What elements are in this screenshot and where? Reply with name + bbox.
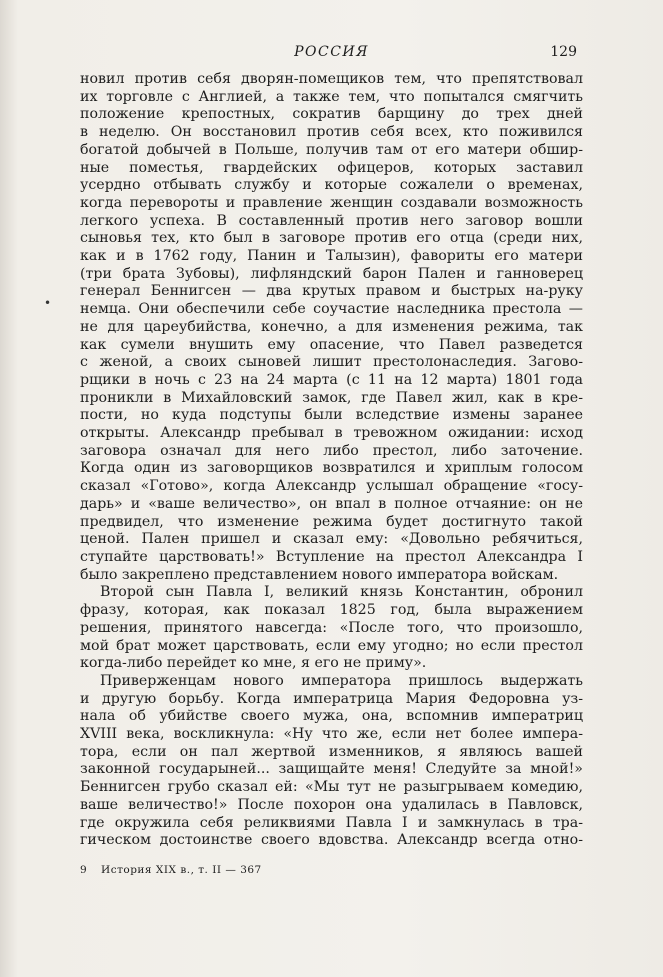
text-line: мой брат может царствовать, если ему угодно; но если престол [80, 637, 583, 654]
text-line: Второй сын Павла I, великий князь Константин, обронил [100, 584, 583, 601]
text-line: решения, принятого навсегда: «После того, что произошло, [80, 619, 583, 636]
page-footer [80, 864, 262, 876]
text-line: Приверженцам нового императора пришлось выдержать [100, 672, 583, 689]
text-line: ценой. Пален пришел и сказал ему: «Довольно ребячиться, [80, 531, 583, 548]
text-line: предвидел, что изменение режима будет достигнуто такой [80, 513, 583, 530]
text-line: ступайте царствовать!» Вступление на престол Александра I [80, 548, 583, 565]
text-line: новил против себя дворян-помещиков тем, что препятствовал [80, 71, 583, 87]
running-title: РОССИЯ [294, 44, 369, 60]
text-line: богатой добычей в Польше, получив там от его матери обшир- [80, 141, 583, 158]
text-line: усердно отбывать службу и которые сожалели о временах, [80, 177, 583, 194]
text-line: сказал «Готово», когда Александр услышал обращение «госу- [80, 478, 583, 495]
text-line: Беннигсен грубо сказал ей: «Мы тут не разыгрываем комедию, [80, 779, 583, 796]
text-line: открыты. Александр пребывал в тревожном ожидании: исход [80, 425, 583, 442]
text-line: когда-либо перейдет ко мне, я его не приму». [80, 655, 427, 672]
text-line: фразу, которая, как показал 1825 год, была выражением [80, 602, 583, 619]
text-line: не для цареубийства, конечно, а для изменения режима, так [80, 318, 583, 335]
text-line: положение крепостных, сократив барщину до трех дней [80, 106, 583, 123]
text-line: тора, если он пал жертвой изменников, я являюсь вашей [80, 743, 583, 760]
text-line: рщики в ночь с 23 на 24 марта (с 11 на 12 марта) 1801 года [80, 371, 583, 388]
text-line: гическом достоинстве своего вдовства. Александр всегда отно- [80, 832, 583, 849]
footer-text: История XIX в., т. II — 367 [101, 864, 262, 876]
page-number: 129 [550, 44, 577, 60]
text-line: где окружила себя реликвиями Павла I и замкнулась в тра- [80, 814, 583, 831]
text-line: с женой, а своих сыновей лишит престолонаследия. Загово- [80, 354, 583, 371]
text-line: как и в 1762 году, Панин и Талызин), фавориты его матери [80, 248, 583, 265]
text-line: законной государыней... защищайте меня! Следуйте за мной!» [80, 761, 583, 778]
text-line: нала об убийстве своего мужа, она, вспомнив императриц [80, 708, 583, 725]
text-line: ные поместья, гвардейских офицеров, которых заставил [80, 159, 583, 176]
text-line: как сумели внушить ему опасение, что Павел разведется [80, 336, 583, 353]
text-line: легкого успеха. В составленный против него заговор вошли [80, 212, 583, 229]
text-line: заговора означал для него либо престол, либо заточение. [80, 442, 583, 459]
text-line: генерал Беннигсен — два крутых правом и быстрых на-руку [80, 283, 583, 300]
margin-mark: • [44, 296, 52, 310]
text-line: немца. Они обеспечили себе соучастие наследника престола — [80, 301, 583, 318]
text-line: проникли в Михайловский замок, где Павел жил, как в кре- [80, 389, 583, 406]
running-head [0, 44, 663, 64]
text-line: в неделю. Он восстановил против себя всех, кто поживился [80, 124, 583, 141]
text-line: и другую борьбу. Когда императрица Мария Федоровна уз- [80, 690, 583, 707]
paragraph [80, 584, 583, 673]
footer-signature: 9 [80, 864, 88, 876]
text-line: дарь» и «ваше величество», он впал в полное отчаяние: он не [80, 495, 583, 512]
paragraph [80, 71, 583, 584]
body-text [80, 71, 583, 850]
text-line: Когда один из заговорщиков возвратился и хриплым голосом [80, 460, 583, 477]
paragraph [80, 673, 583, 850]
text-line: когда перевороты и правление женщин создавали возможность [80, 194, 583, 211]
text-line: их торговле с Англией, а также тем, что попытался смягчить [80, 88, 583, 105]
text-line: сыновья тех, кто был в заговоре против его отца (среди них, [80, 230, 583, 247]
text-line: ваше величество!» После похорон она удалилась в Павловск, [80, 796, 583, 813]
text-line: (три брата Зубовы), лифляндский барон Пален и ганноверец [80, 265, 583, 282]
text-line: было закреплено представлением нового императора войскам. [80, 566, 559, 583]
text-line: пости, но куда подступы были вследствие измены заранее [80, 407, 583, 424]
text-line: XVIII века, воскликнула: «Ну что же, если нет более импера- [80, 726, 583, 743]
